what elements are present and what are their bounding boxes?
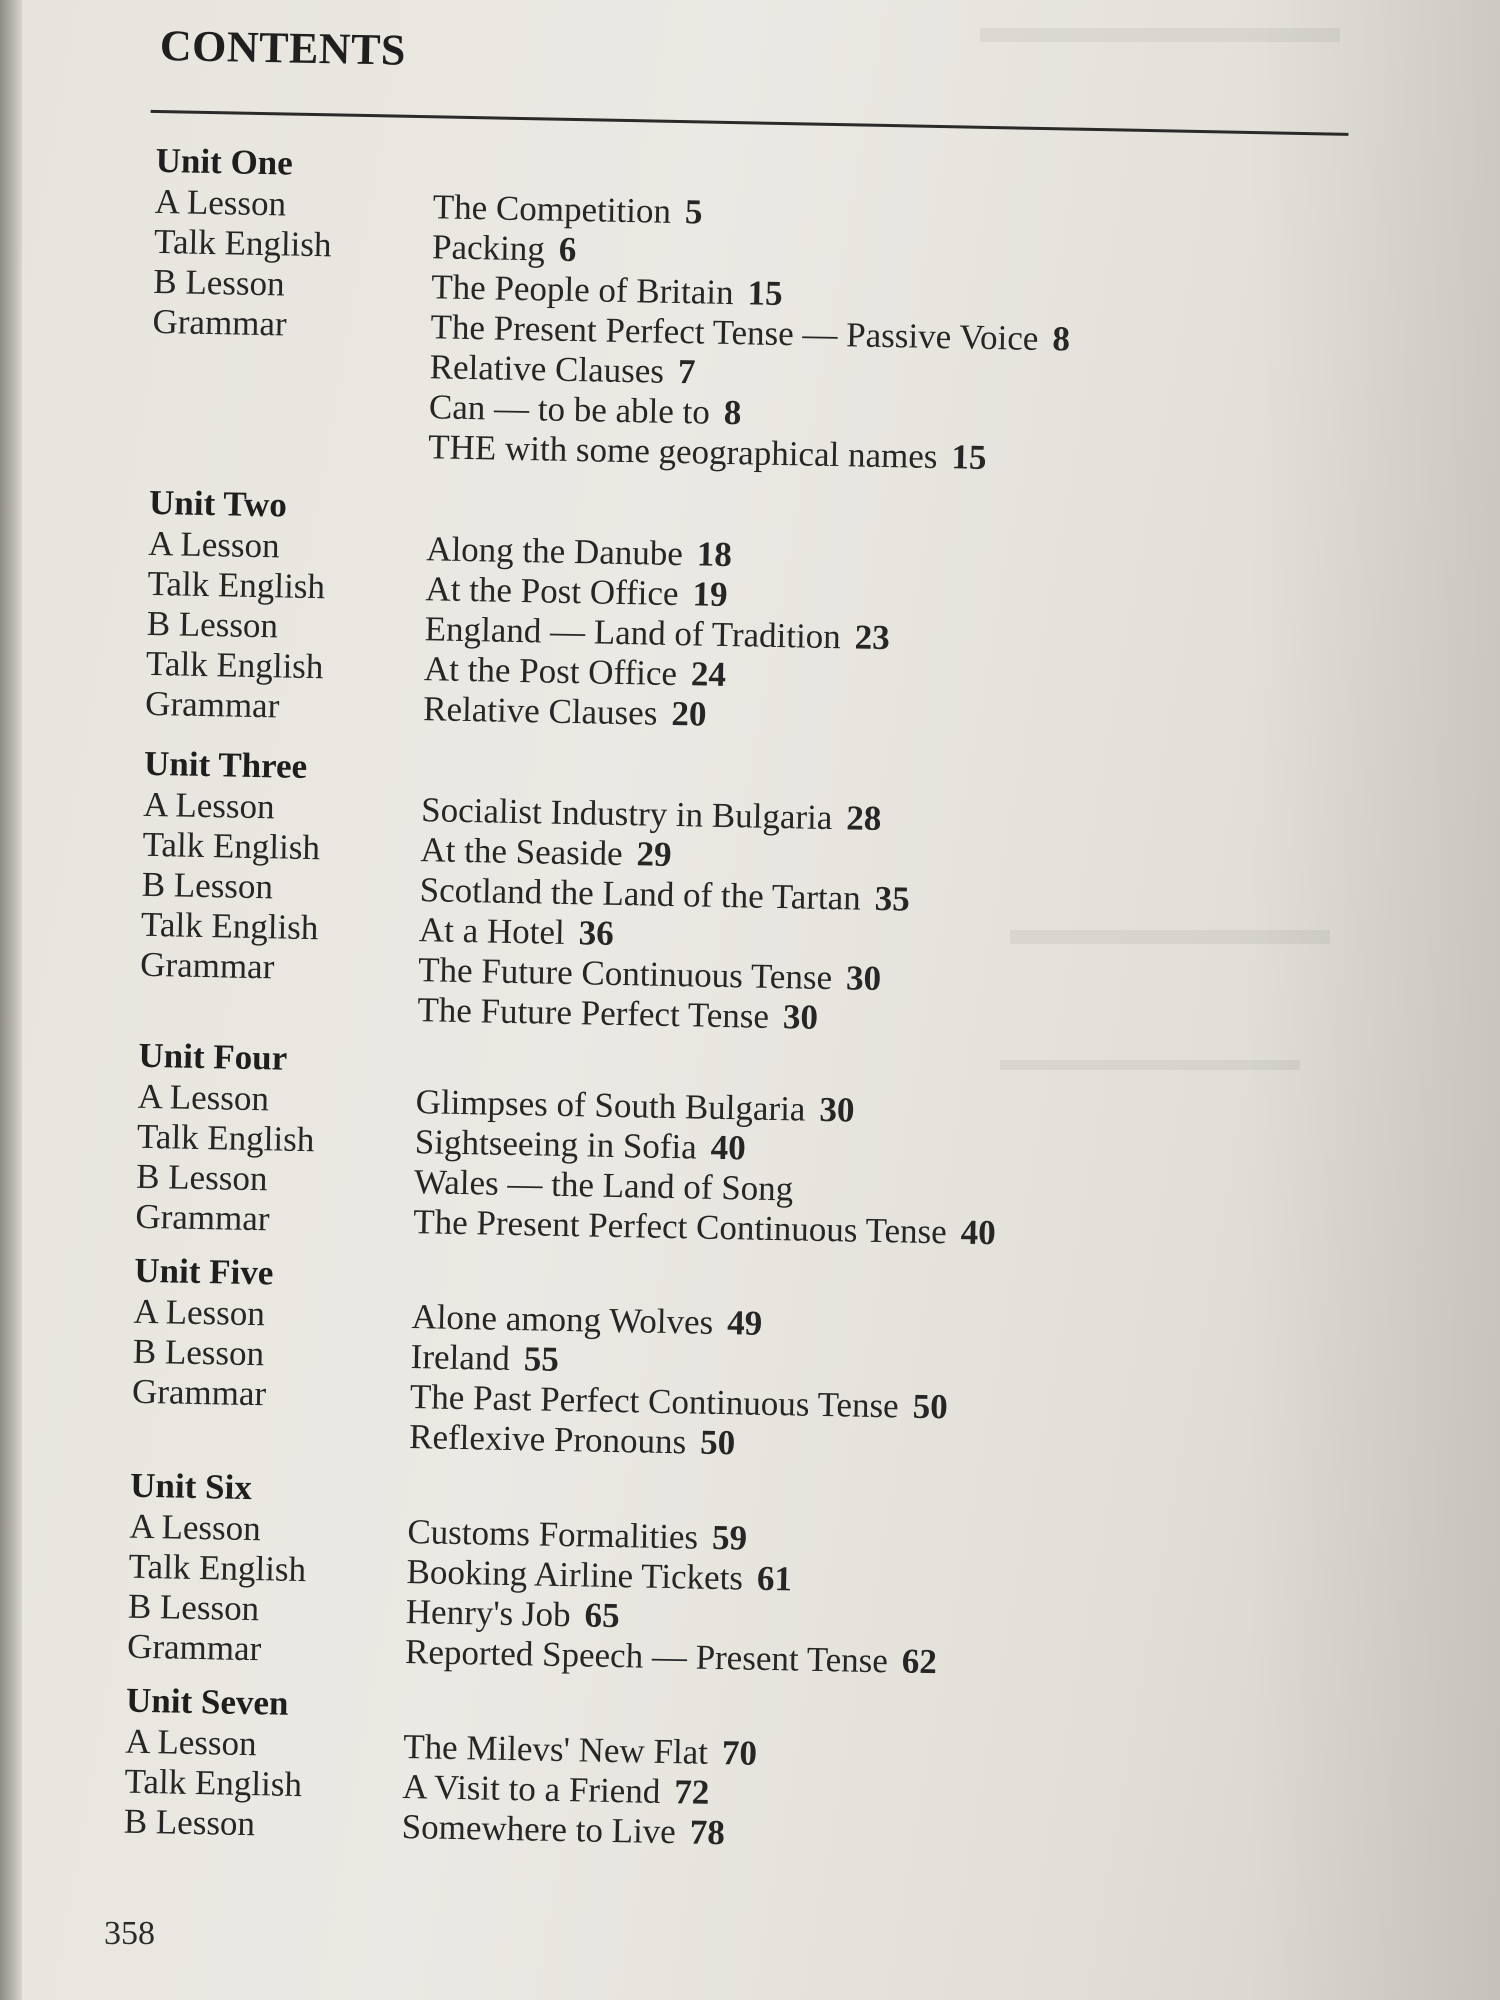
row-entry: Somewhere to Live bbox=[401, 1806, 677, 1852]
unit-title: Unit One bbox=[155, 140, 294, 183]
row-page-number: 62 bbox=[901, 1641, 938, 1682]
unit-six bbox=[127, 1465, 1331, 1690]
row-page-number: 40 bbox=[710, 1127, 747, 1168]
row-label: Talk English bbox=[124, 1761, 303, 1805]
row-label: Talk English bbox=[142, 824, 321, 868]
row-entry: At the Post Office bbox=[425, 569, 679, 614]
row-entry: Wales — the Land of Song bbox=[413, 1162, 794, 1209]
row-page-number: 7 bbox=[677, 352, 696, 392]
row-page-number: 50 bbox=[912, 1386, 949, 1427]
unit-title: Unit Six bbox=[129, 1465, 253, 1508]
row-page-number: 65 bbox=[584, 1595, 620, 1636]
row-page-number: 70 bbox=[721, 1733, 758, 1773]
row-label bbox=[150, 422, 429, 467]
row-entry: The Competition bbox=[432, 187, 672, 231]
row-entry: England — Land of Tradition bbox=[424, 609, 842, 657]
row-page-number: 30 bbox=[845, 958, 882, 999]
unit-three bbox=[139, 743, 1344, 1048]
row-page-number: 8 bbox=[1052, 319, 1071, 359]
row-entry: The Future Continuous Tense bbox=[417, 950, 833, 998]
row-entry: Packing bbox=[431, 227, 546, 269]
row-label: Grammar bbox=[131, 1371, 267, 1414]
row-entry: At a Hotel bbox=[418, 910, 566, 952]
row-entry: Henry's Job bbox=[405, 1592, 571, 1635]
row-entry: Ireland bbox=[410, 1337, 511, 1378]
row-label: Grammar bbox=[144, 683, 280, 726]
row-label: A Lesson bbox=[133, 1291, 266, 1334]
row-page-number: 15 bbox=[747, 273, 783, 313]
row-label: B Lesson bbox=[141, 864, 274, 907]
page-number: 358 bbox=[104, 1915, 155, 1952]
row-page-number: 50 bbox=[699, 1422, 736, 1463]
row-label: B Lesson bbox=[123, 1801, 256, 1844]
row-entry: Reflexive Pronouns bbox=[408, 1417, 687, 1462]
unit-one bbox=[150, 140, 1356, 485]
row-page-number: 30 bbox=[782, 997, 819, 1037]
row-label: A Lesson bbox=[154, 181, 287, 224]
row-entry: Glimpses of South Bulgaria bbox=[415, 1082, 806, 1129]
row-label: A Lesson bbox=[137, 1076, 270, 1119]
unit-title: Unit Two bbox=[148, 482, 288, 525]
row-label: Talk English bbox=[140, 904, 319, 948]
row-label bbox=[131, 1412, 410, 1457]
row-entry: The Present Perfect Tense — Passive Voice bbox=[430, 307, 1039, 358]
row-entry: The Past Perfect Continuous Tense bbox=[409, 1377, 900, 1426]
row-label: Talk English bbox=[128, 1546, 307, 1590]
row-entry: A Visit to a Friend bbox=[402, 1766, 661, 1811]
row-page-number: 30 bbox=[819, 1089, 855, 1130]
title-rule bbox=[151, 110, 1349, 136]
row-page-number: 8 bbox=[723, 392, 742, 433]
row-label: B Lesson bbox=[132, 1331, 265, 1374]
row-label: Talk English bbox=[145, 643, 324, 687]
row-entry: The Milevs' New Flat bbox=[402, 1726, 709, 1772]
row-label bbox=[139, 985, 418, 1030]
row-page-number: 40 bbox=[960, 1212, 997, 1253]
row-entry: THE with some geographical names bbox=[427, 427, 938, 476]
row-entry: Socialist Industry in Bulgaria bbox=[420, 790, 833, 838]
unit-title: Unit Five bbox=[134, 1250, 274, 1293]
row-label: Grammar bbox=[135, 1196, 270, 1239]
row-page-number bbox=[807, 1170, 808, 1210]
row-page-number: 55 bbox=[523, 1339, 560, 1379]
row-label: B Lesson bbox=[152, 261, 285, 304]
row-entry: The People of Britain bbox=[430, 267, 734, 313]
row-label: Talk English bbox=[147, 563, 326, 607]
row-page-number: 61 bbox=[756, 1558, 793, 1599]
row-entry: Along the Danube bbox=[425, 529, 684, 574]
row-page-number: 23 bbox=[854, 617, 891, 658]
row-page-number: 49 bbox=[726, 1303, 763, 1343]
row-page-number: 28 bbox=[846, 798, 882, 838]
row-entry: Relative Clauses bbox=[429, 347, 665, 391]
row-label: B Lesson bbox=[135, 1156, 268, 1199]
row-page-number: 72 bbox=[673, 1772, 710, 1812]
row-label: A Lesson bbox=[147, 523, 280, 566]
row-label bbox=[151, 382, 430, 427]
unit-title: Unit Three bbox=[143, 743, 308, 786]
row-label: A Lesson bbox=[124, 1721, 257, 1764]
row-page-number: 24 bbox=[690, 654, 727, 694]
row-page-number: 15 bbox=[951, 437, 987, 477]
row-label: Grammar bbox=[139, 944, 275, 987]
row-label: B Lesson bbox=[127, 1586, 260, 1629]
row-page-number: 18 bbox=[696, 534, 733, 575]
unit-two bbox=[145, 482, 1349, 747]
row-entry: Alone among Wolves bbox=[411, 1297, 714, 1342]
row-label bbox=[151, 342, 430, 387]
row-label: Grammar bbox=[152, 301, 288, 344]
row-entry: The Future Perfect Tense bbox=[417, 990, 770, 1036]
row-entry: Relative Clauses bbox=[422, 689, 658, 733]
row-page-number: 5 bbox=[684, 192, 703, 232]
row-entry: The Present Perfect Continuous Tense bbox=[412, 1202, 948, 1252]
unit-four bbox=[135, 1035, 1339, 1260]
row-label: Grammar bbox=[126, 1626, 262, 1669]
row-entry: Customs Formalities bbox=[407, 1512, 699, 1557]
page-title: CONTENTS bbox=[159, 21, 407, 75]
row-entry: At the Seaside bbox=[420, 830, 624, 874]
unit-five bbox=[131, 1250, 1335, 1475]
row-label: Talk English bbox=[153, 221, 332, 265]
row-entry: Reported Speech — Present Tense bbox=[404, 1632, 889, 1681]
row-entry: Scotland the Land of the Tartan bbox=[419, 870, 862, 918]
row-entry: Can — to be able to bbox=[428, 387, 711, 432]
row-label: A Lesson bbox=[142, 784, 275, 827]
unit-seven bbox=[123, 1680, 1326, 1865]
row-page-number: 20 bbox=[671, 693, 707, 734]
unit-title: Unit Four bbox=[138, 1035, 288, 1078]
row-page-number: 59 bbox=[711, 1517, 748, 1558]
row-entry: Booking Airline Tickets bbox=[406, 1552, 744, 1598]
row-label: A Lesson bbox=[129, 1506, 262, 1549]
row-page-number: 19 bbox=[692, 574, 728, 614]
row-page-number: 6 bbox=[558, 229, 577, 270]
row-page-number: 29 bbox=[636, 834, 673, 874]
row-page-number: 36 bbox=[578, 913, 615, 953]
row-entry: At the Post Office bbox=[423, 649, 678, 694]
row-page-number: 35 bbox=[874, 878, 911, 919]
row-entry: Sightseeing in Sofia bbox=[414, 1122, 698, 1167]
row-label: Talk English bbox=[136, 1116, 315, 1160]
unit-title: Unit Seven bbox=[125, 1680, 289, 1723]
row-label: B Lesson bbox=[146, 603, 279, 646]
row-page-number: 78 bbox=[689, 1812, 726, 1853]
